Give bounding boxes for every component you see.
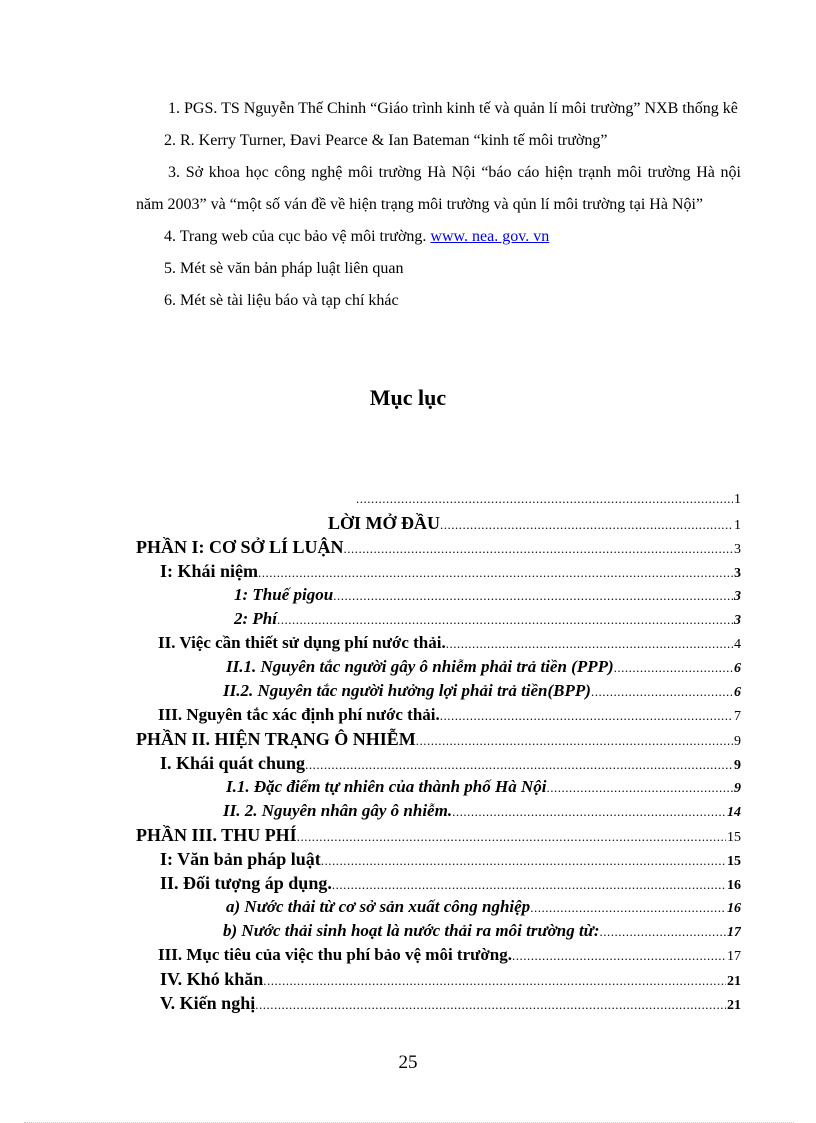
toc-entry[interactable] [136, 991, 741, 1015]
toc-page-number: 16 [727, 878, 741, 893]
toc-heading: Mục lục [369, 385, 447, 410]
reference-text: PGS. TS Nguyễn Thế Chinh “Giáo trình kinh tế và quản lí môi trường” NXB thống kê [184, 100, 738, 117]
toc-page-number: 4 [734, 637, 741, 652]
toc-entry-title: a) Nước thải từ cơ sở sản xuất công nghiệp [226, 897, 531, 916]
toc-entry[interactable] [136, 919, 741, 943]
toc-entry-title: V. Kiến nghị [160, 993, 256, 1013]
reference-item [136, 285, 741, 317]
toc-page-number: 9 [734, 781, 741, 796]
toc-entry-title: I.1. Đặc điểm tự nhiên của thành phố Hà Nội [226, 777, 547, 796]
toc-entry[interactable] [136, 559, 741, 583]
toc-page-number: 21 [727, 974, 741, 989]
toc-leader [614, 656, 733, 679]
toc-page-number: 21 [727, 998, 741, 1013]
toc-entry-title: I: Văn bản pháp luật [160, 849, 321, 869]
toc-entry[interactable] [136, 751, 741, 775]
reference-item [136, 221, 741, 253]
toc-entry[interactable] [136, 799, 741, 823]
toc-page-number: 16 [727, 901, 741, 916]
toc-leader [297, 825, 726, 847]
reference-item [136, 125, 741, 157]
reference-text: Sở khoa học công nghệ môi trường Hà Nội “báo cáo hiện trạnh môi trường Hà nội năm 2003” và “một số ván đề về hiện trạng môi trường và qủn lí môi trường tại Hà Nội” [136, 164, 742, 213]
toc-leader [321, 849, 726, 871]
toc-page-number: 17 [727, 949, 741, 964]
toc-page-number: 6 [734, 685, 741, 700]
toc-leader [452, 800, 726, 823]
toc-entry[interactable] [136, 967, 741, 991]
toc-entry[interactable] [136, 775, 741, 799]
toc-entry-title: b) Nước thải sinh hoạt là nước thải ra môi trường từ: [223, 921, 600, 940]
toc-leader [344, 537, 733, 559]
toc-leader [440, 704, 733, 727]
toc-leader [440, 513, 733, 535]
toc-leader [530, 896, 726, 919]
toc-page-number: 3 [734, 566, 741, 581]
toc-entry-title: III. Nguyên tắc xác định phí nước thải. [158, 705, 440, 724]
toc-entry[interactable] [136, 871, 741, 895]
toc-entry[interactable] [136, 511, 741, 535]
toc-page-number: 3 [734, 589, 741, 604]
table-of-contents [136, 487, 741, 1015]
toc-entry-title: II. 2. Nguyên nhân gây ô nhiễm. [223, 801, 453, 820]
toc-leader [258, 561, 733, 583]
reference-link[interactable]: www. nea. gov. vn [430, 228, 550, 245]
toc-entry[interactable] [136, 655, 741, 679]
toc-page-number: 9 [734, 734, 741, 749]
toc-entry[interactable] [136, 607, 741, 631]
toc-entry-title: LỜI MỞ ĐẦU [328, 513, 440, 533]
reference-text: R. Kerry Turner, Đavi Pearce & Ian Bateman “kinh tế môi trường” [180, 132, 608, 149]
toc-leader [591, 680, 733, 703]
toc-leader [446, 632, 733, 655]
toc-entry[interactable] [136, 895, 741, 919]
reference-number: 3. [168, 164, 180, 181]
toc-page-number: 15 [727, 830, 741, 845]
reference-number: 4. [164, 228, 176, 245]
toc-entry[interactable] [136, 535, 741, 559]
toc-leader [332, 873, 726, 895]
reference-text: Mét sè văn bản pháp luật liên quan [180, 260, 404, 277]
toc-entry-title: III. Mục tiêu của việc thu phí bảo vệ môi trường. [158, 945, 512, 964]
toc-entry-title: II.1. Nguyên tắc người gây ô nhiễm phải trả tiền (PPP) [226, 657, 614, 676]
toc-entry[interactable] [136, 823, 741, 847]
toc-page-number: 3 [734, 542, 741, 557]
page-number: 25 [398, 1052, 418, 1073]
toc-page-number: 3 [734, 613, 741, 628]
toc-entry-title: PHẦN II. HIỆN TRẠNG Ô NHIỄM [136, 729, 416, 749]
reference-item [136, 253, 741, 285]
toc-entry[interactable] [136, 583, 741, 607]
reference-number: 2. [164, 132, 176, 149]
toc-entry-title: IV. Khó khăn [160, 969, 264, 989]
toc-leader [255, 993, 726, 1015]
toc-entry-title: 1: Thuế pigou [234, 585, 334, 604]
reference-text: Trang web của cục bảo vệ môi trường. [179, 228, 427, 245]
toc-page-number: 9 [734, 758, 741, 773]
reference-list [136, 93, 741, 317]
reference-item [136, 157, 741, 221]
toc-entry-title: PHẦN III. THU PHÍ [136, 825, 297, 845]
reference-text: Mét sè tài liệu báo và tạp chí khác [180, 292, 399, 309]
toc-leader [305, 753, 733, 775]
toc-page-number: 1 [734, 492, 741, 507]
toc-entry-title: 2: Phí [234, 609, 277, 628]
toc-leader [333, 584, 733, 607]
toc-page-number: 6 [734, 661, 741, 676]
reference-number: 1. [168, 100, 180, 117]
toc-leader [356, 487, 733, 511]
toc-leader [547, 776, 734, 799]
toc-leader [416, 729, 733, 751]
toc-entry-title: I: Khái niệm [160, 561, 259, 581]
toc-page-number: 14 [727, 805, 741, 820]
toc-page-number: 7 [734, 709, 741, 724]
toc-entry-title: I. Khái quát chung [160, 753, 306, 773]
reference-item [136, 93, 741, 125]
toc-entry[interactable] [136, 727, 741, 751]
toc-entry-title: PHẦN I: CƠ SỞ LÍ LUẬN [136, 537, 344, 557]
toc-entry[interactable] [136, 847, 741, 871]
toc-entry-title: II. Đối tượng áp dụng. [160, 873, 332, 893]
toc-entry[interactable] [136, 487, 741, 511]
reference-number: 6. [164, 292, 176, 309]
toc-page-number: 1 [734, 518, 741, 533]
toc-leader [600, 920, 726, 943]
toc-page-number: 17 [727, 925, 741, 940]
toc-leader [277, 608, 733, 631]
toc-entry-title: II.2. Nguyên tắc người hưởng lợi phải trả tiền(BPP) [223, 681, 591, 700]
toc-leader [263, 969, 726, 991]
toc-entry[interactable] [136, 703, 741, 727]
toc-leader [512, 944, 726, 967]
reference-number: 5. [164, 260, 176, 277]
toc-page-number: 15 [727, 854, 741, 869]
toc-entry-title: II. Việc cần thiết sử dụng phí nước thải. [158, 633, 446, 652]
toc-entry[interactable] [136, 631, 741, 655]
toc-entry[interactable] [136, 943, 741, 967]
toc-entry[interactable] [136, 679, 741, 703]
